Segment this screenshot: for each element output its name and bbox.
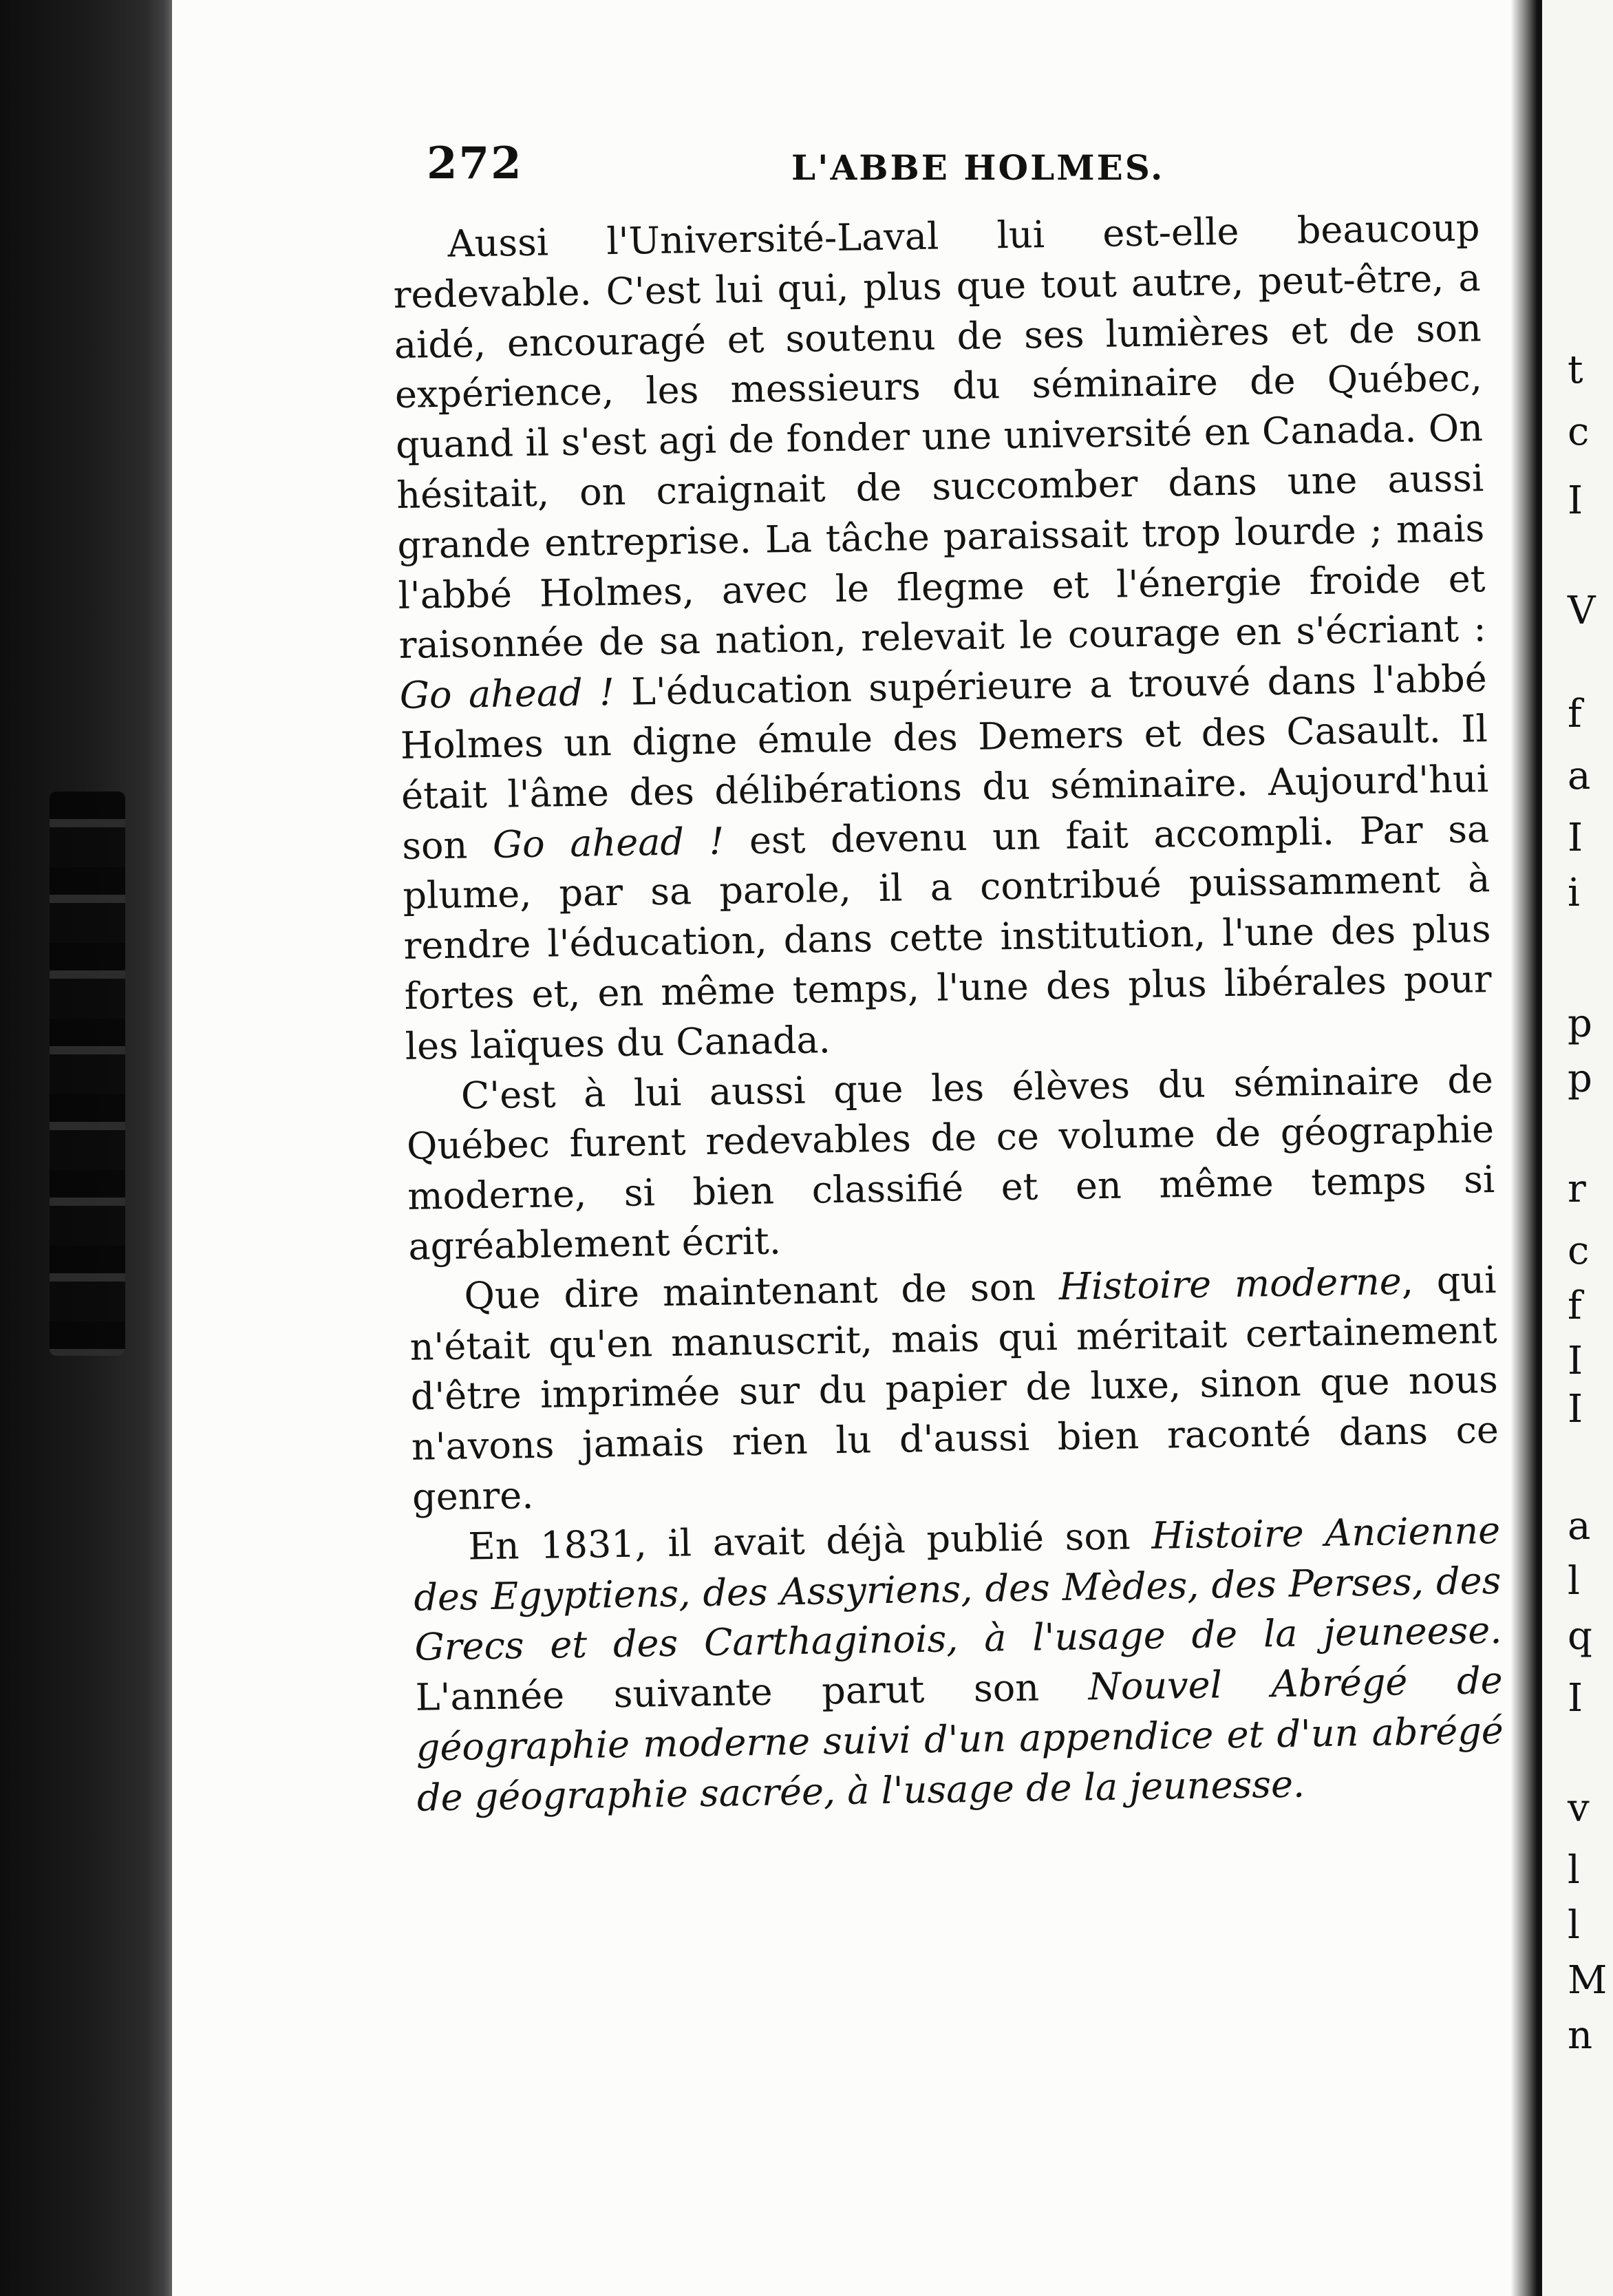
running-head: L'ABBE HOLMES. bbox=[791, 147, 1165, 188]
facing-page-letter: l bbox=[1568, 1559, 1580, 1604]
text-run: L'année suivante parut son bbox=[415, 1665, 1089, 1719]
facing-page-letter: M bbox=[1568, 1958, 1607, 2003]
facing-page-letter: i bbox=[1568, 871, 1580, 915]
paragraph-4 bbox=[413, 1506, 1505, 1824]
text-run: En 1831, il avait déjà publié son bbox=[467, 1513, 1152, 1569]
facing-page-letter: t bbox=[1568, 348, 1583, 392]
library-stamp-mark bbox=[50, 791, 125, 1356]
facing-page-letter: f bbox=[1568, 1284, 1582, 1328]
facing-page-letter: a bbox=[1568, 1504, 1591, 1549]
facing-page-letter: I bbox=[1568, 1339, 1583, 1383]
facing-page-letter: l bbox=[1568, 1848, 1580, 1893]
book-binding-gutter bbox=[0, 0, 172, 2296]
text-run: est devenu un fait accompli. Par sa plume, par sa parole, il a contribué puissamment à rendre l'éducation, dans cette institution, l'une des plus fortes et, en même temps, l'une des plus libérales pour les laïques du Canada. bbox=[402, 807, 1493, 1068]
facing-page-letter: I bbox=[1568, 478, 1583, 523]
facing-page-letter: p bbox=[1568, 1056, 1592, 1101]
text-run: Que dire maintenant de son bbox=[464, 1264, 1060, 1318]
facing-page-letter: I bbox=[1568, 1676, 1583, 1721]
facing-page-letter: c bbox=[1568, 1229, 1590, 1273]
paragraph-2: C'est à lui aussi que les élèves du séminaire de Québec furent redevables de ce volume de géographie moderne, si bien classifié et en même temps si agréablement écrit. bbox=[406, 1057, 1495, 1268]
facing-page-letter: f bbox=[1568, 692, 1582, 736]
italic-title: Histoire moderne bbox=[1058, 1259, 1402, 1308]
facing-page-letter: q bbox=[1568, 1614, 1592, 1659]
facing-page-letter: p bbox=[1568, 1001, 1592, 1046]
text-run: L'éducation supérieure a trouvé dans l'abbé Holmes un digne émule des Demers et des Casault. Il était l'âme des délibérations du séminaire. Aujourd'hui son bbox=[400, 657, 1489, 868]
italic-title: Histoire Ancienne des Egyptiens, des Assyriens, des Mèdes, des Perses, des Grecs et des Carthaginois, à l'usage de la jeuneese. bbox=[413, 1508, 1502, 1670]
facing-page-letter: v bbox=[1568, 1786, 1590, 1831]
facing-page-letter: a bbox=[1568, 754, 1591, 798]
facing-page-letter: l bbox=[1568, 1903, 1580, 1948]
facing-page-letter: n bbox=[1568, 2013, 1593, 2058]
italic-phrase: Go ahead ! bbox=[492, 819, 725, 867]
facing-page-letter: I bbox=[1568, 816, 1583, 860]
italic-phrase: Go ahead ! bbox=[399, 670, 615, 718]
facing-page-letter: c bbox=[1568, 410, 1590, 454]
facing-page-letter: V bbox=[1568, 588, 1596, 633]
italic-title: Nouvel Abrégé de géographie moderne suivi d'un appendice et d'un abrégé de géographie sacrée, à l'usage de la jeunesse. bbox=[416, 1659, 1504, 1820]
text-run: , qui n'était qu'en manuscrit, mais qui méritait certainement d'être imprimée sur du papier de luxe, sinon que nous n'avons jamais rien lu d'aussi bien raconté dans ce genre. bbox=[409, 1257, 1499, 1519]
body-text bbox=[392, 203, 1504, 1823]
page-header bbox=[427, 138, 1500, 193]
paragraph-3 bbox=[409, 1255, 1500, 1523]
text-run: Aussi l'Université-Laval lui est-elle beaucoup redevable. C'est lui qui, plus que tout autre, peut-être, a aidé, encouragé et soutenu de ses lumières et de son expérience, les messieurs du séminaire de Québec, quand il s'est agi de fonder une université en Canada. On hésitait, on craignait de succomber dans une aussi grande entreprise. La tâche paraissait trop lourde ; mais l'abbé Holmes, avec le flegme et l'énergie froide et raisonnée de sa nation, relevait le courage en s'écriant : bbox=[393, 206, 1487, 668]
page-number: 272 bbox=[427, 138, 523, 189]
page-edge-shadow bbox=[1510, 0, 1538, 2296]
facing-page-letter: r bbox=[1568, 1167, 1586, 1211]
facing-page-letter: I bbox=[1568, 1387, 1583, 1432]
facing-page-edge bbox=[1538, 0, 1613, 2296]
paragraph-1 bbox=[392, 203, 1493, 1072]
